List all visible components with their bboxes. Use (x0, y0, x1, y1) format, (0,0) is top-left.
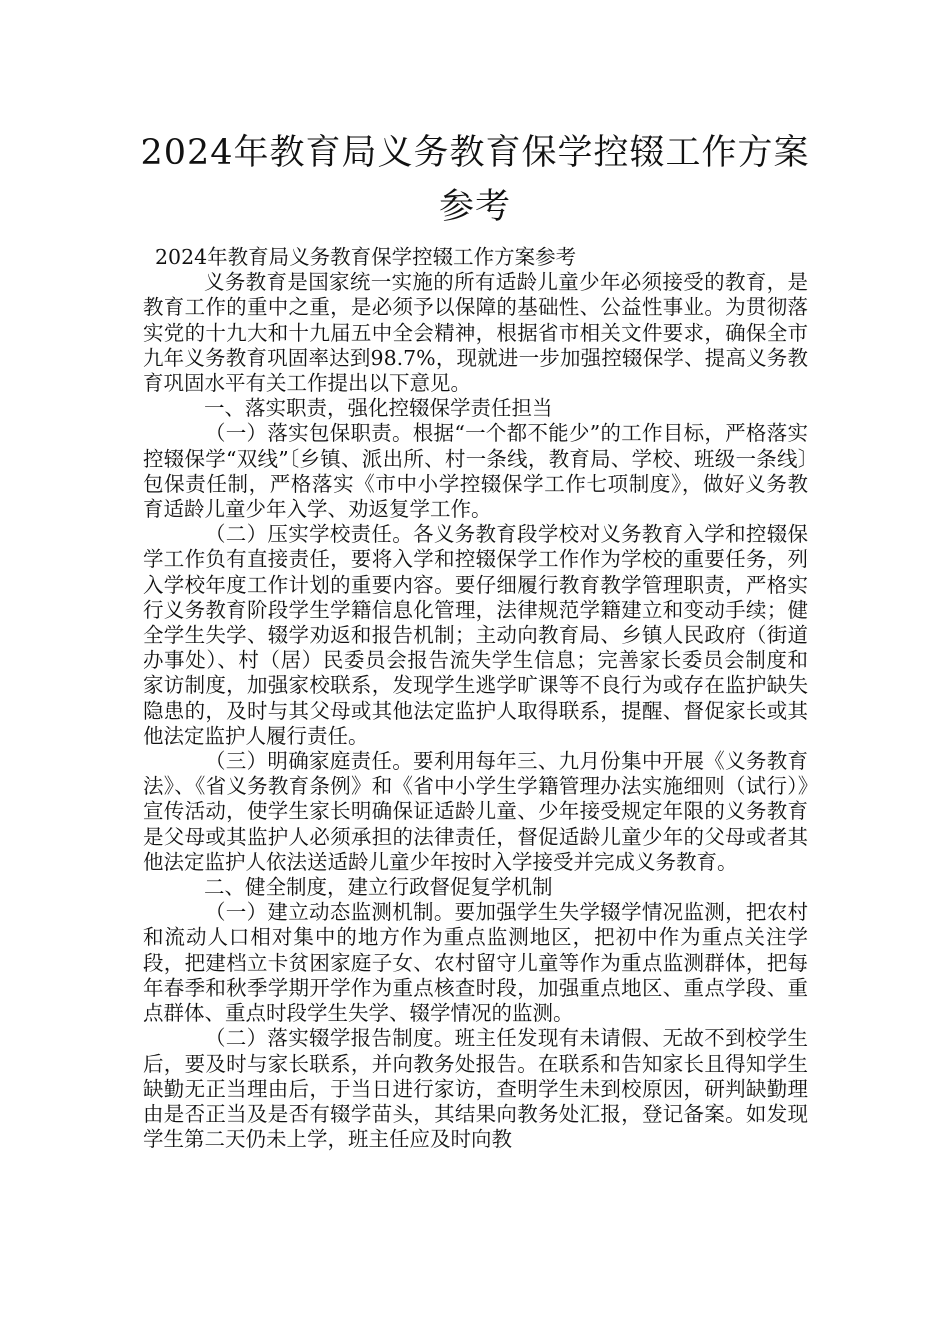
paragraph: （一）建立动态监测机制。要加强学生失学辍学情况监测，把农村和流动人口相对集中的地方作为重点监测地区，把初中作为重点关注学段，把建档立卡贫困家庭子女、农村留守儿童等作为重点监测群体，把每年春季和秋季学期开学作为重点核查时段，加强重点地区、重点学段、重点群体、重点时段学生失学、辍学情况的监测。 (143, 900, 808, 1026)
paragraph: 义务教育是国家统一实施的所有适龄儿童少年必须接受的教育，是教育工作的重中之重，是必须予以保障的基础性、公益性事业。为贯彻落实党的十九大和十九届五中全会精神，根据省市相关文件要求，确保全市九年义务教育巩固率达到98.7%，现就进一步加强控辍保学、提高义务教育巩固水平有关工作提出以下意见。 (143, 270, 808, 396)
document-title: 2024年教育局义务教育保学控辍工作方案参考 (140, 133, 810, 227)
paragraph: （二）压实学校责任。各义务教育段学校对义务教育入学和控辍保学工作负有直接责任，要将入学和控辍保学工作作为学校的重要任务，列入学校年度工作计划的重要内容。要仔细履行教育教学管理职责，严格实行义务教育阶段学生学籍信息化管理，法律规范学籍建立和变动手续；健全学生失学、辍学劝返和报告机制；主动向教育局、乡镇人民政府（街道办事处）、村（居）民委员会报告流失学生信息；完善家长委员会制度和家访制度，加强家校联系，发现学生逃学旷课等不良行为或存在监护缺失隐患的，及时与其父母或其他法定监护人取得联系，提醒、督促家长或其他法定监护人履行责任。 (143, 522, 808, 748)
section-heading: 二、健全制度，建立行政督促复学机制 (204, 875, 553, 900)
document-body (143, 245, 808, 1152)
section-heading: 一、落实职责，强化控辍保学责任担当 (204, 396, 553, 421)
paragraph: （一）落实包保职责。根据“一个都不能少”的工作目标，严格落实控辍保学“双线”〔乡镇、派出所、村一条线，教育局、学校、班级一条线〕包保责任制，严格落实《市中小学控辍保学工作七项制度》，做好义务教育适龄儿童少年入学、劝返复学工作。 (143, 421, 808, 522)
paragraph: （三）明确家庭责任。要利用每年三、九月份集中开展《义务教育法》、《省义务教育条例》和《省中小学生学籍管理办法实施细则（试行）》宣传活动，使学生家长明确保证适龄儿童、少年接受规定年限的义务教育是父母或其监护人必须承担的法律责任，督促适龄儿童少年的父母或者其他法定监护人依法送适龄儿童少年按时入学接受并完成义务教育。 (143, 749, 808, 874)
paragraph: （二）落实辍学报告制度。班主任发现有未请假、无故不到校学生后，要及时与家长联系，并向教务处报告。在联系和告知家长且得知学生缺勤无正当理由后，于当日进行家访，查明学生未到校原因，研判缺勤理由是否正当及是否有辍学苗头，其结果向教务处汇报，登记备案。如发现学生第二天仍未上学，班主任应及时向教 (143, 1026, 808, 1152)
paragraph: 2024年教育局义务教育保学控辍工作方案参考 (155, 245, 577, 269)
